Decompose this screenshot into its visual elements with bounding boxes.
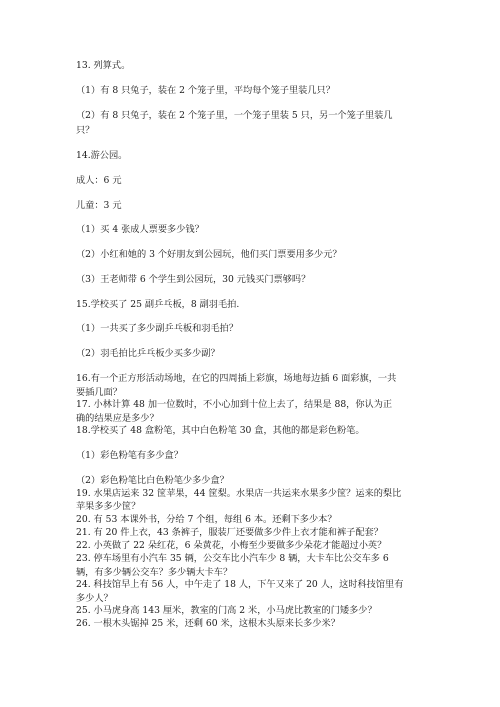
q13-part1: （1）有 8 只兔子，装在 2 个笼子里，平均每个笼子里装几只？ — [76, 85, 335, 96]
q16-line1: 16.有一个正方形活动场地，在它的四周插上彩旗，场地每边插 6 面彩旗，一共 — [76, 373, 397, 384]
q17-line2: 确的结果应是多少？ — [76, 413, 159, 424]
q17-line1: 17. 小林计算 48 加一位数时，不小心加到十位上去了，结果是 88，你认为正 — [76, 399, 393, 410]
q13-title: 13. 列算式。 — [76, 60, 131, 71]
q14-title: 14.游公园。 — [76, 150, 128, 161]
q13-part2-line1: （2）有 8 只兔子，装在 2 个笼子里，一个笼子里装 5 只，另一个笼子里装几 — [76, 110, 393, 121]
q24-line2: 多少人？ — [76, 593, 113, 604]
q15-title: 15.学校买了 25 副乒乓板，8 副羽毛拍. — [76, 299, 240, 310]
q18-title: 18.学校买了 48 盒粉笔，其中白色粉笔 30 盒，其他的都是彩色粉笔。 — [76, 425, 365, 436]
q24-line1: 24. 科技馆早上有 56 人，中午走了 18 人，下午又来了 20 人，这时科技馆里有 — [76, 579, 404, 590]
q14-adult-price: 成人：6 元 — [76, 175, 122, 186]
q23-line1: 23. 停车场里有小汽车 35 辆，公交车比小汽车少 8 辆，大卡车比公交车多 6 — [76, 553, 389, 564]
q14-child-price: 儿童：3 元 — [76, 200, 122, 211]
q14-part3: （3）王老师带 6 个学生到公园玩，30 元钱买门票够吗？ — [76, 274, 311, 285]
q26: 26. 一根木头锯掉 25 米，还剩 60 米，这根木头原来长多少米？ — [76, 618, 340, 629]
q20: 20. 有 53 本课外书，分给 7 个组，每组 6 本。还剩下多少本？ — [76, 514, 337, 525]
q18-part1: （1）彩色粉笔有多少盒？ — [76, 450, 183, 461]
q18-part2: （2）彩色粉笔比白色粉笔少多少盒？ — [76, 475, 229, 486]
q16-line2: 要插几面？ — [76, 387, 122, 398]
q25: 25. 小马虎身高 143 厘米，教室的门高 2 米，小马虎比教室的门矮多少？ — [76, 605, 377, 616]
q19-line1: 19. 水果店运来 32 筐苹果，44 筐梨。水果店一共运来水果多少筐？运来的梨比 — [76, 488, 402, 499]
q22: 22. 小英做了 22 朵红花，6 朵黄花，小梅至少要做多少朵花才能超过小英？ — [76, 540, 387, 551]
q14-part2: （2）小红和她的 3 个好朋友到公园玩，他们买门票要用多少元？ — [76, 249, 342, 260]
q15-part1: （1）一共买了多少副乒乓板和羽毛拍？ — [76, 323, 239, 334]
q21: 21. 有 20 件上衣，43 条裤子，服装厂还要做多少件上衣才能和裤子配套？ — [76, 527, 383, 538]
q23-line2: 辆，有多少辆公交车？多少辆大卡车？ — [76, 567, 233, 578]
q13-part2-line2: 只？ — [76, 125, 95, 136]
q19-line2: 苹果多多少筐？ — [76, 501, 141, 512]
q15-part2: （2）羽毛拍比乒乓板少买多少副？ — [76, 348, 220, 359]
q14-part1: （1）买 4 张成人票要多少钱？ — [76, 224, 204, 235]
